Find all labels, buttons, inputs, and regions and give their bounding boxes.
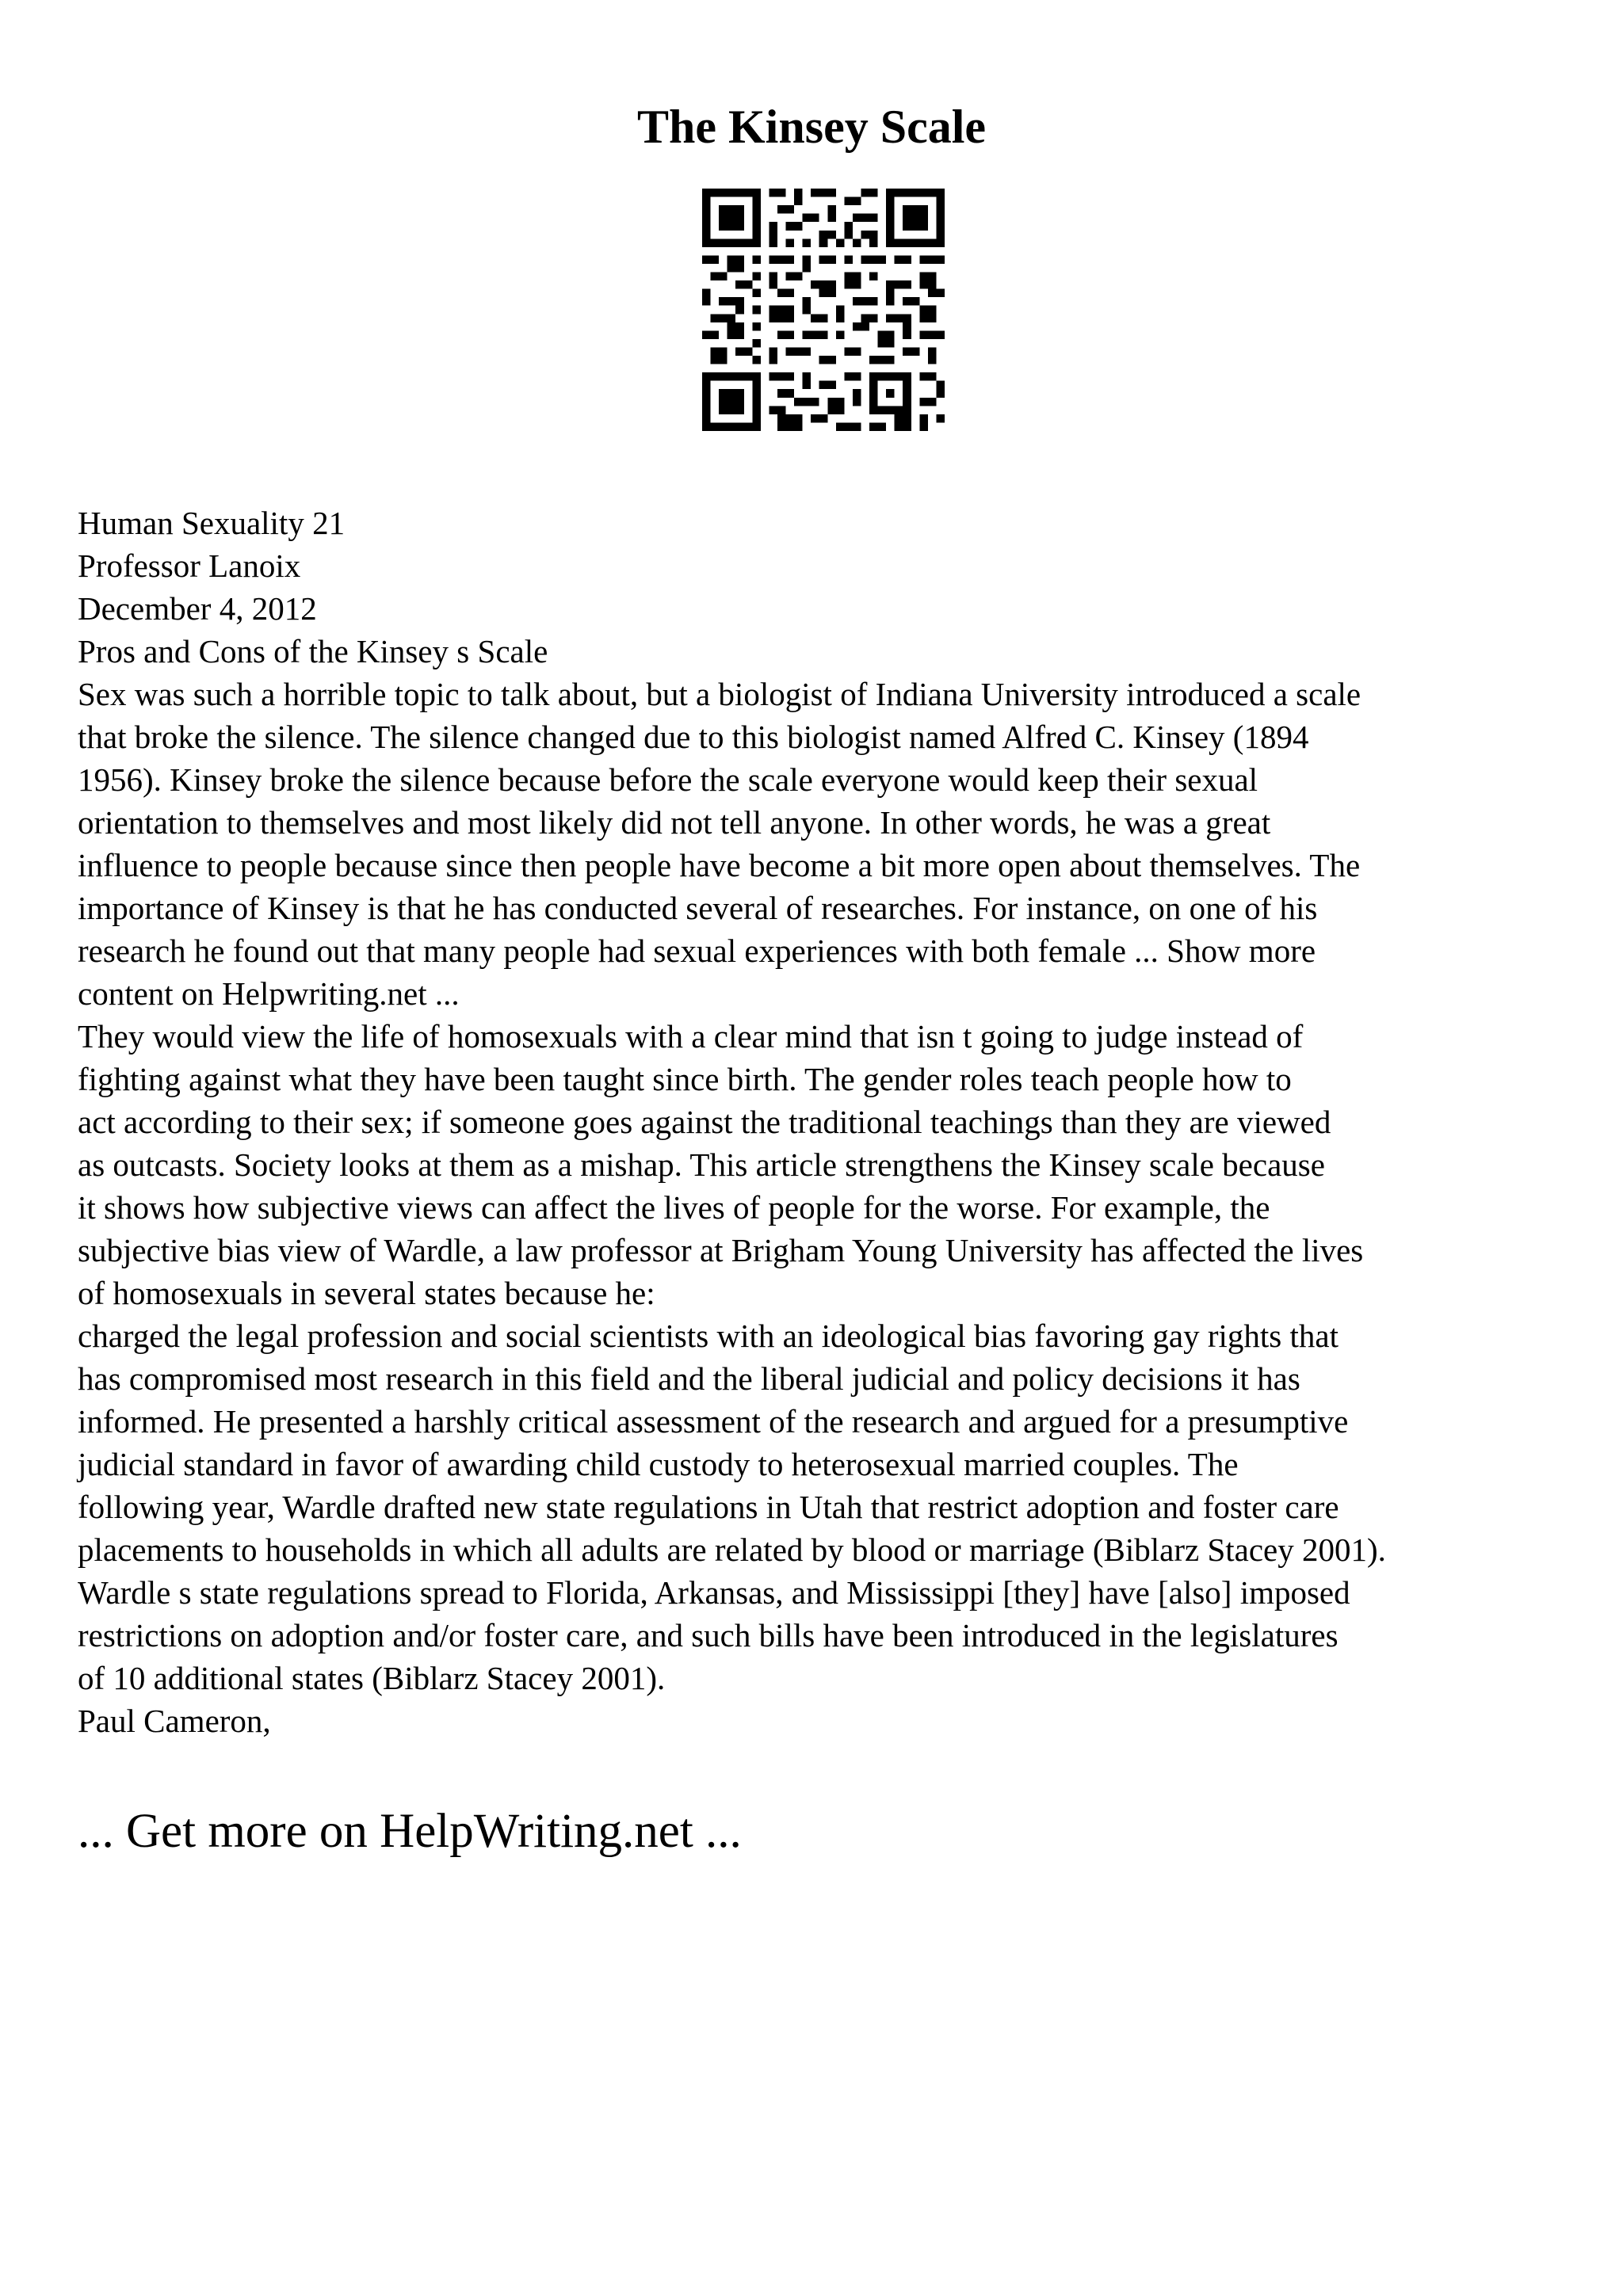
text-line: following year, Wardle drafted new state regulations in Utah that restrict adoption and foster care	[78, 1489, 1339, 1525]
text-line: 1956). Kinsey broke the silence because before the scale everyone would keep their sexual	[78, 761, 1258, 798]
text-line: research he found out that many people had sexual experiences with both female ... Show more	[78, 933, 1316, 969]
text-line: Wardle s state regulations spread to Florida, Arkansas, and Mississippi [they] have [also] imposed	[78, 1574, 1350, 1611]
date-line: December 4, 2012	[78, 590, 317, 627]
essay-excerpt	[78, 502, 1583, 1742]
text-line: informed. He presented a harshly critical assessment of the research and argued for a presumptive	[78, 1403, 1349, 1440]
text-line: as outcasts. Society looks at them as a mishap. This article strengthens the Kinsey scale because	[78, 1146, 1325, 1183]
text-line: content on Helpwriting.net ...	[78, 975, 460, 1012]
text-line: has compromised most research in this field and the liberal judicial and policy decisions it has	[78, 1360, 1300, 1397]
page-title: The Kinsey Scale	[636, 101, 986, 153]
text-line: placements to households in which all adults are related by blood or marriage (Biblarz Stacey 2001).	[78, 1531, 1386, 1568]
text-line: importance of Kinsey is that he has conducted several of researches. For instance, on one of his	[78, 890, 1318, 926]
text-line: judicial standard in favor of awarding child custody to heterosexual married couples. The	[78, 1446, 1239, 1482]
text-line: They would view the life of homosexuals with a clear mind that isn t going to judge instead of	[78, 1018, 1304, 1055]
course-line: Human Sexuality 21	[78, 505, 346, 541]
text-line: influence to people because since then people have become a bit more open about themselves. The	[78, 847, 1361, 883]
qr-code-graphic	[702, 189, 945, 431]
text-line: orientation to themselves and most likely did not tell anyone. In other words, he was a great	[78, 804, 1271, 841]
text-line: Paul Cameron,	[78, 1703, 271, 1739]
text-line: charged the legal profession and social scientists with an ideological bias favoring gay rights that	[78, 1318, 1338, 1354]
professor-line: Professor Lanoix	[78, 547, 301, 584]
text-line: restrictions on adoption and/or foster care, and such bills have been introduced in the legislatures	[78, 1617, 1338, 1653]
qr-code-icon[interactable]	[702, 189, 945, 431]
get-more-link[interactable]: ... Get more on HelpWriting.net ...	[78, 1805, 742, 1858]
text-line: Sex was such a horrible topic to talk about, but a biologist of Indiana University introduced a scale	[78, 676, 1361, 712]
essay-heading-line: Pros and Cons of the Kinsey s Scale	[78, 633, 548, 669]
text-line: fighting against what they have been taught since birth. The gender roles teach people how to	[78, 1061, 1292, 1097]
text-line: that broke the silence. The silence changed due to this biologist named Alfred C. Kinsey (1894	[78, 719, 1309, 755]
text-line: act according to their sex; if someone goes against the traditional teachings than they are viewed	[78, 1104, 1331, 1140]
text-line: of 10 additional states (Biblarz Stacey 2001).	[78, 1660, 666, 1696]
text-line: subjective bias view of Wardle, a law professor at Brigham Young University has affected the lives	[78, 1232, 1364, 1268]
text-line: it shows how subjective views can affect the lives of people for the worse. For example, the	[78, 1189, 1270, 1226]
text-line: of homosexuals in several states because he:	[78, 1275, 655, 1311]
